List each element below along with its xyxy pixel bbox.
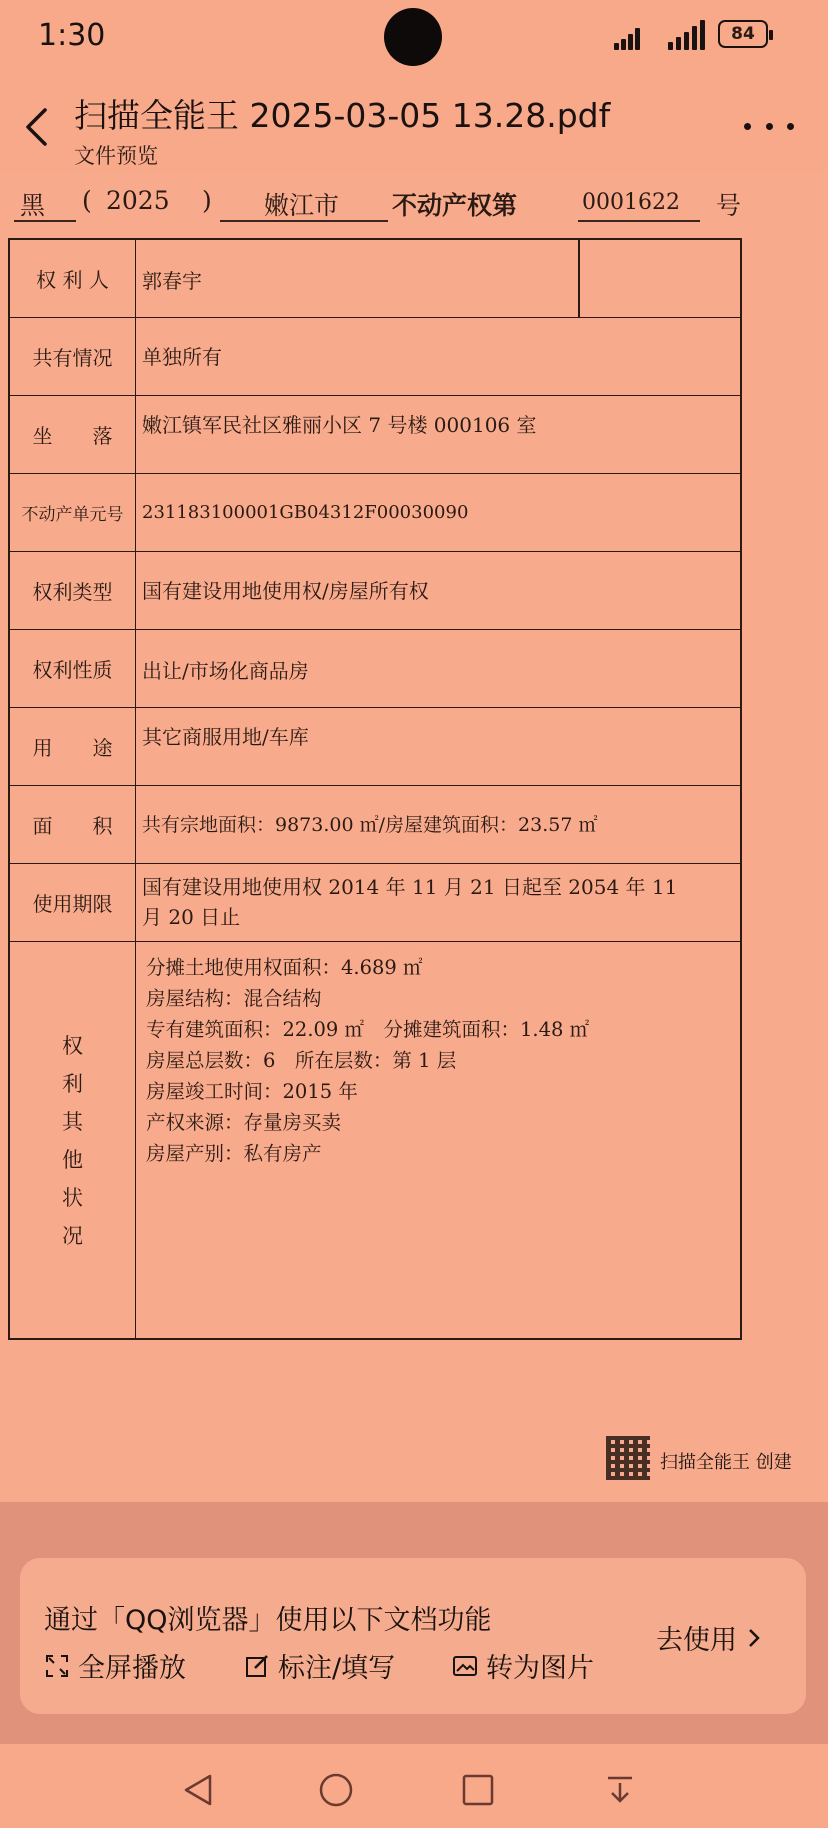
annotate-fill-button[interactable] [244,1646,395,1685]
row-label-char: 状 [62,1186,83,1210]
row-value: 其它商服用地/车库 [142,725,309,749]
table-row [10,318,740,396]
detail-line: 房屋总层数：6 所在层数：第 1 层 [146,1049,457,1072]
status-time: 1:30 [38,18,106,53]
row-label: 用 途 [10,708,136,785]
cert-number: 0001622 [582,190,680,215]
row-value: 231183100001GB04312F00030090 [142,502,469,523]
page-title: 扫描全能王 2025-03-05 13.28.pdf [74,96,611,135]
square-recents-icon [461,1773,495,1807]
more-dot-icon [787,123,794,130]
go-use-label: 去使用 [656,1625,737,1656]
table-row [10,630,740,708]
cert-region: 黑 [20,191,46,220]
row-label: 共有情况 [10,318,136,395]
more-dot-icon [744,123,751,130]
row-label-char: 其 [62,1110,83,1134]
nav-recents-button[interactable] [458,1770,498,1810]
cert-type: 不动产权第 [392,191,518,220]
row-label: 权利类型 [10,552,136,629]
system-nav-bar [0,1744,828,1828]
convert-label: 转为图片 [486,1653,594,1684]
certificate-table [8,238,742,1340]
circle-home-icon [318,1772,354,1808]
detail-line: 产权来源：存量房买卖 [146,1111,342,1134]
banner-title: 通过「QQ浏览器」使用以下文档功能 [44,1605,492,1636]
wifi-signal-icon [660,20,710,50]
document-preview[interactable]: 黑 ( 2025 ) 嫩江市 不动产权第 0001622 号 权 利 人 郭春宇 共有情况 单独所有 坐 落 嫩江镇军民社区雅丽小区 7 号楼 000106 室 不动产单元号 231183100001GB04312F00030090 权利类型 国有建设用地使用权/房屋所有权 权利性质 出让/市场化商品房 用 途 其它商服用地/车库 面 积 共有宗地面积：9873.00 ㎡/房屋建筑面积：23.57 ㎡ 使用期限 国有建设用地使用权 2014 年 11 月 21 日起至 2054 年 11 月 20 日止 权 利 其 他 状 况 分摊土地使用权面积：4.689 ㎡ 房屋结构：混合结构 专有建筑面积：22.09 ㎡ 分摊建筑面积：1.48 ㎡ 房屋总层数：6 所在层数：第 1 层 房屋竣工时间：2015 年 产权来源：存量房买卖 房屋产别：私有房产 [0,172,828,1502]
table-row [10,240,740,318]
chevron-right-icon [747,1627,761,1649]
more-options-button[interactable] [744,112,794,140]
row-label: 不动产单元号 [10,474,136,551]
fullscreen-icon [44,1653,70,1679]
row-label [10,942,136,1338]
table-row-other [10,942,740,1338]
row-value: 共有宗地面积：9873.00 ㎡/房屋建筑面积：23.57 ㎡ [142,814,598,836]
watermark-text: 扫描全能王 创建 [660,1452,792,1473]
back-arrow-icon [23,107,49,147]
row-value-line1: 国有建设用地使用权 2014 年 11 月 21 日起至 2054 年 11 [142,875,678,899]
triangle-back-icon [182,1773,214,1807]
detail-line: 房屋竣工时间：2015 年 [146,1080,358,1103]
detail-line: 分摊土地使用权面积：4.689 ㎡ [146,956,423,979]
table-row [10,786,740,864]
convert-to-image-button[interactable] [452,1646,594,1685]
battery-icon [718,20,768,48]
table-row [10,396,740,474]
table-row [10,864,740,942]
row-value: 国有建设用地使用权/房屋所有权 [142,579,429,603]
row-label: 面 积 [10,786,136,863]
edit-icon [244,1653,270,1679]
qr-code-icon [606,1436,650,1480]
row-label-char: 他 [62,1148,83,1172]
table-row [10,552,740,630]
row-label-char: 权 [62,1034,83,1058]
annotate-label: 标注/填写 [278,1653,396,1684]
cert-suffix: 号 [716,191,742,220]
table-row [10,474,740,552]
go-use-button[interactable] [656,1618,761,1657]
nav-back-button[interactable] [178,1770,218,1810]
row-label: 使用期限 [10,864,136,941]
download-arrow-icon [604,1773,636,1807]
detail-line: 专有建筑面积：22.09 ㎡ 分摊建筑面积：1.48 ㎡ [146,1018,590,1041]
nav-home-button[interactable] [316,1770,356,1810]
fullscreen-play-button[interactable] [44,1646,186,1685]
row-value: 单独所有 [142,345,222,369]
battery-level: 84 [731,24,755,44]
cert-city: 嫩江市 [264,191,340,220]
image-icon [452,1653,478,1679]
row-label-char: 况 [62,1224,83,1248]
page-subtitle: 文件预览 [74,144,158,168]
table-row [10,708,740,786]
row-value: 嫩江镇军民社区雅丽小区 7 号楼 000106 室 [142,413,537,437]
nav-download-button[interactable] [600,1770,640,1810]
row-value-line2: 月 20 日止 [142,905,241,929]
fullscreen-label: 全屏播放 [78,1653,186,1684]
row-label: 权利性质 [10,630,136,707]
front-camera [384,8,442,66]
cert-year: 2025 [106,186,170,215]
detail-line: 房屋结构：混合结构 [146,987,322,1010]
row-value: 郭春宇 [142,269,202,293]
back-button[interactable] [14,98,58,156]
row-label: 坐 落 [10,396,136,473]
signal-icon [614,26,644,50]
row-value: 出让/市场化商品房 [142,659,309,683]
detail-line: 房屋产别：私有房产 [146,1142,322,1165]
more-dot-icon [766,123,773,130]
row-label: 权 利 人 [10,240,136,317]
row-label-char: 利 [62,1072,83,1096]
